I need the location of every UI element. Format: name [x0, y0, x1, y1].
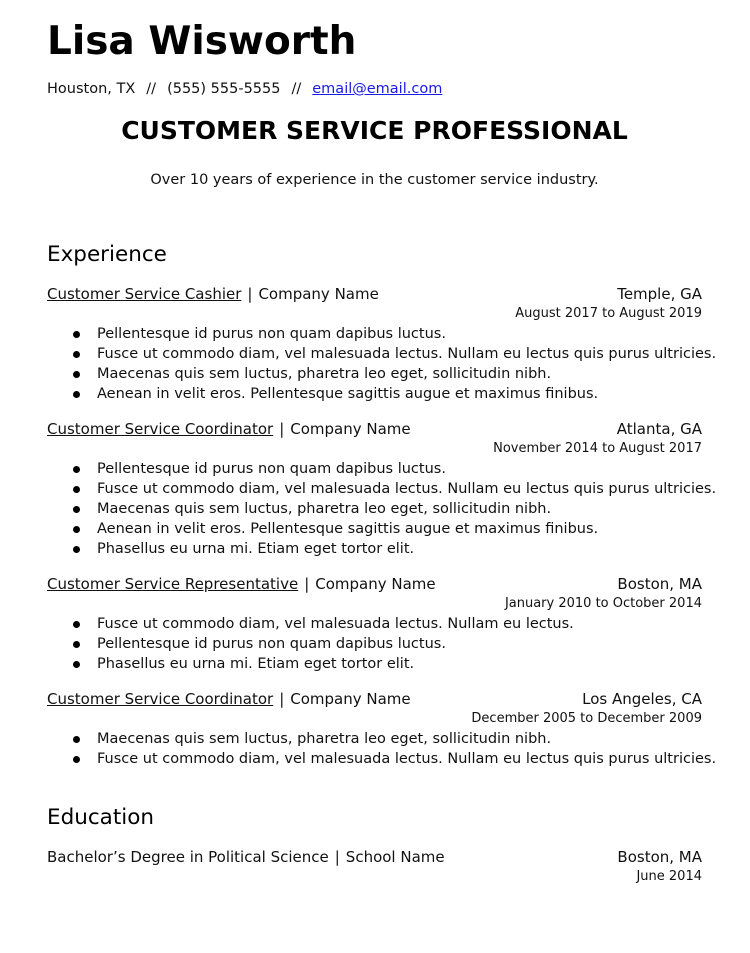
school-name: School Name: [345, 848, 445, 866]
education-date: June 2014: [636, 869, 702, 884]
job-location: Los Angeles, CA: [582, 690, 702, 708]
email-link[interactable]: email@email.com: [312, 81, 443, 97]
contact-separator: //: [291, 81, 302, 97]
education-heading: Education: [47, 805, 155, 830]
job-location: Atlanta, GA: [616, 420, 702, 438]
applicant-name: Lisa Wisworth: [47, 19, 357, 64]
contact-phone: (555) 555-5555: [167, 81, 281, 97]
job-header: [47, 574, 702, 594]
job-bullet-list: [47, 324, 717, 404]
degree-name: Bachelor’s Degree in Political Science: [47, 848, 329, 866]
education-header: [47, 847, 702, 867]
job-divider: |: [279, 690, 285, 708]
job-bullet: Maecenas quis sem luctus, pharetra leo eget, sollicitudin nibh.: [47, 729, 702, 749]
job-bullet: Pellentesque id purus non quam dapibus luctus.: [47, 324, 702, 344]
job-bullet-list: [47, 614, 702, 674]
job-bullet-list: [47, 729, 717, 769]
job-entry: [47, 574, 702, 674]
job-location: Boston, MA: [617, 575, 702, 593]
job-entry: [47, 689, 717, 769]
job-bullet: Fusce ut commodo diam, vel malesuada lectus. Nullam eu lectus quis purus ultricies.: [47, 749, 702, 769]
job-dates: August 2017 to August 2019: [515, 306, 702, 321]
job-title: Customer Service Representative: [47, 575, 299, 593]
job-entry: [47, 284, 717, 404]
job-bullet: Pellentesque id purus non quam dapibus luctus.: [47, 459, 702, 479]
job-divider: |: [304, 575, 310, 593]
job-title: Customer Service Cashier: [47, 285, 242, 303]
job-bullet: Maecenas quis sem luctus, pharetra leo eget, sollicitudin nibh.: [47, 364, 702, 384]
contact-city: Houston, TX: [47, 81, 136, 97]
education-location: Boston, MA: [617, 848, 702, 866]
education-entry: [47, 847, 702, 887]
job-bullet: Aenean in velit eros. Pellentesque sagittis augue et maximus finibus.: [47, 519, 702, 539]
job-divider: |: [279, 420, 285, 438]
job-header: [47, 284, 702, 304]
job-title: Customer Service Coordinator: [47, 420, 274, 438]
job-title: Customer Service Coordinator: [47, 690, 274, 708]
job-bullet: Phasellus eu urna mi. Etiam eget tortor elit.: [47, 654, 702, 674]
job-bullet: Maecenas quis sem luctus, pharetra leo eget, sollicitudin nibh.: [47, 499, 702, 519]
job-bullet: Fusce ut commodo diam, vel malesuada lectus. Nullam eu lectus quis purus ultricies.: [47, 479, 702, 499]
job-entry: [47, 419, 717, 559]
company-name: Company Name: [258, 285, 379, 303]
job-location: Temple, GA: [617, 285, 702, 303]
job-header: [47, 689, 702, 709]
contact-line: [47, 79, 442, 99]
company-name: Company Name: [315, 575, 436, 593]
job-bullet: Phasellus eu urna mi. Etiam eget tortor elit.: [47, 539, 702, 559]
job-dates: January 2010 to October 2014: [504, 596, 702, 611]
contact-separator: //: [146, 81, 157, 97]
job-dates: December 2005 to December 2009: [471, 711, 702, 726]
job-divider: |: [247, 285, 253, 303]
job-bullet: Fusce ut commodo diam, vel malesuada lectus. Nullam eu lectus.: [47, 614, 702, 634]
job-bullet: Pellentesque id purus non quam dapibus luctus.: [47, 634, 702, 654]
company-name: Company Name: [290, 690, 411, 708]
job-bullet: Fusce ut commodo diam, vel malesuada lectus. Nullam eu lectus quis purus ultricies.: [47, 344, 702, 364]
job-dates: November 2014 to August 2017: [493, 441, 702, 456]
education-divider: |: [334, 848, 340, 866]
experience-heading: Experience: [47, 242, 167, 267]
professional-headline: CUSTOMER SERVICE PROFESSIONAL: [121, 116, 628, 145]
job-bullet-list: [47, 459, 717, 559]
company-name: Company Name: [290, 420, 411, 438]
job-bullet: Aenean in velit eros. Pellentesque sagittis augue et maximus finibus.: [47, 384, 702, 404]
summary-text: Over 10 years of experience in the customer service industry.: [150, 172, 599, 188]
job-header: [47, 419, 702, 439]
